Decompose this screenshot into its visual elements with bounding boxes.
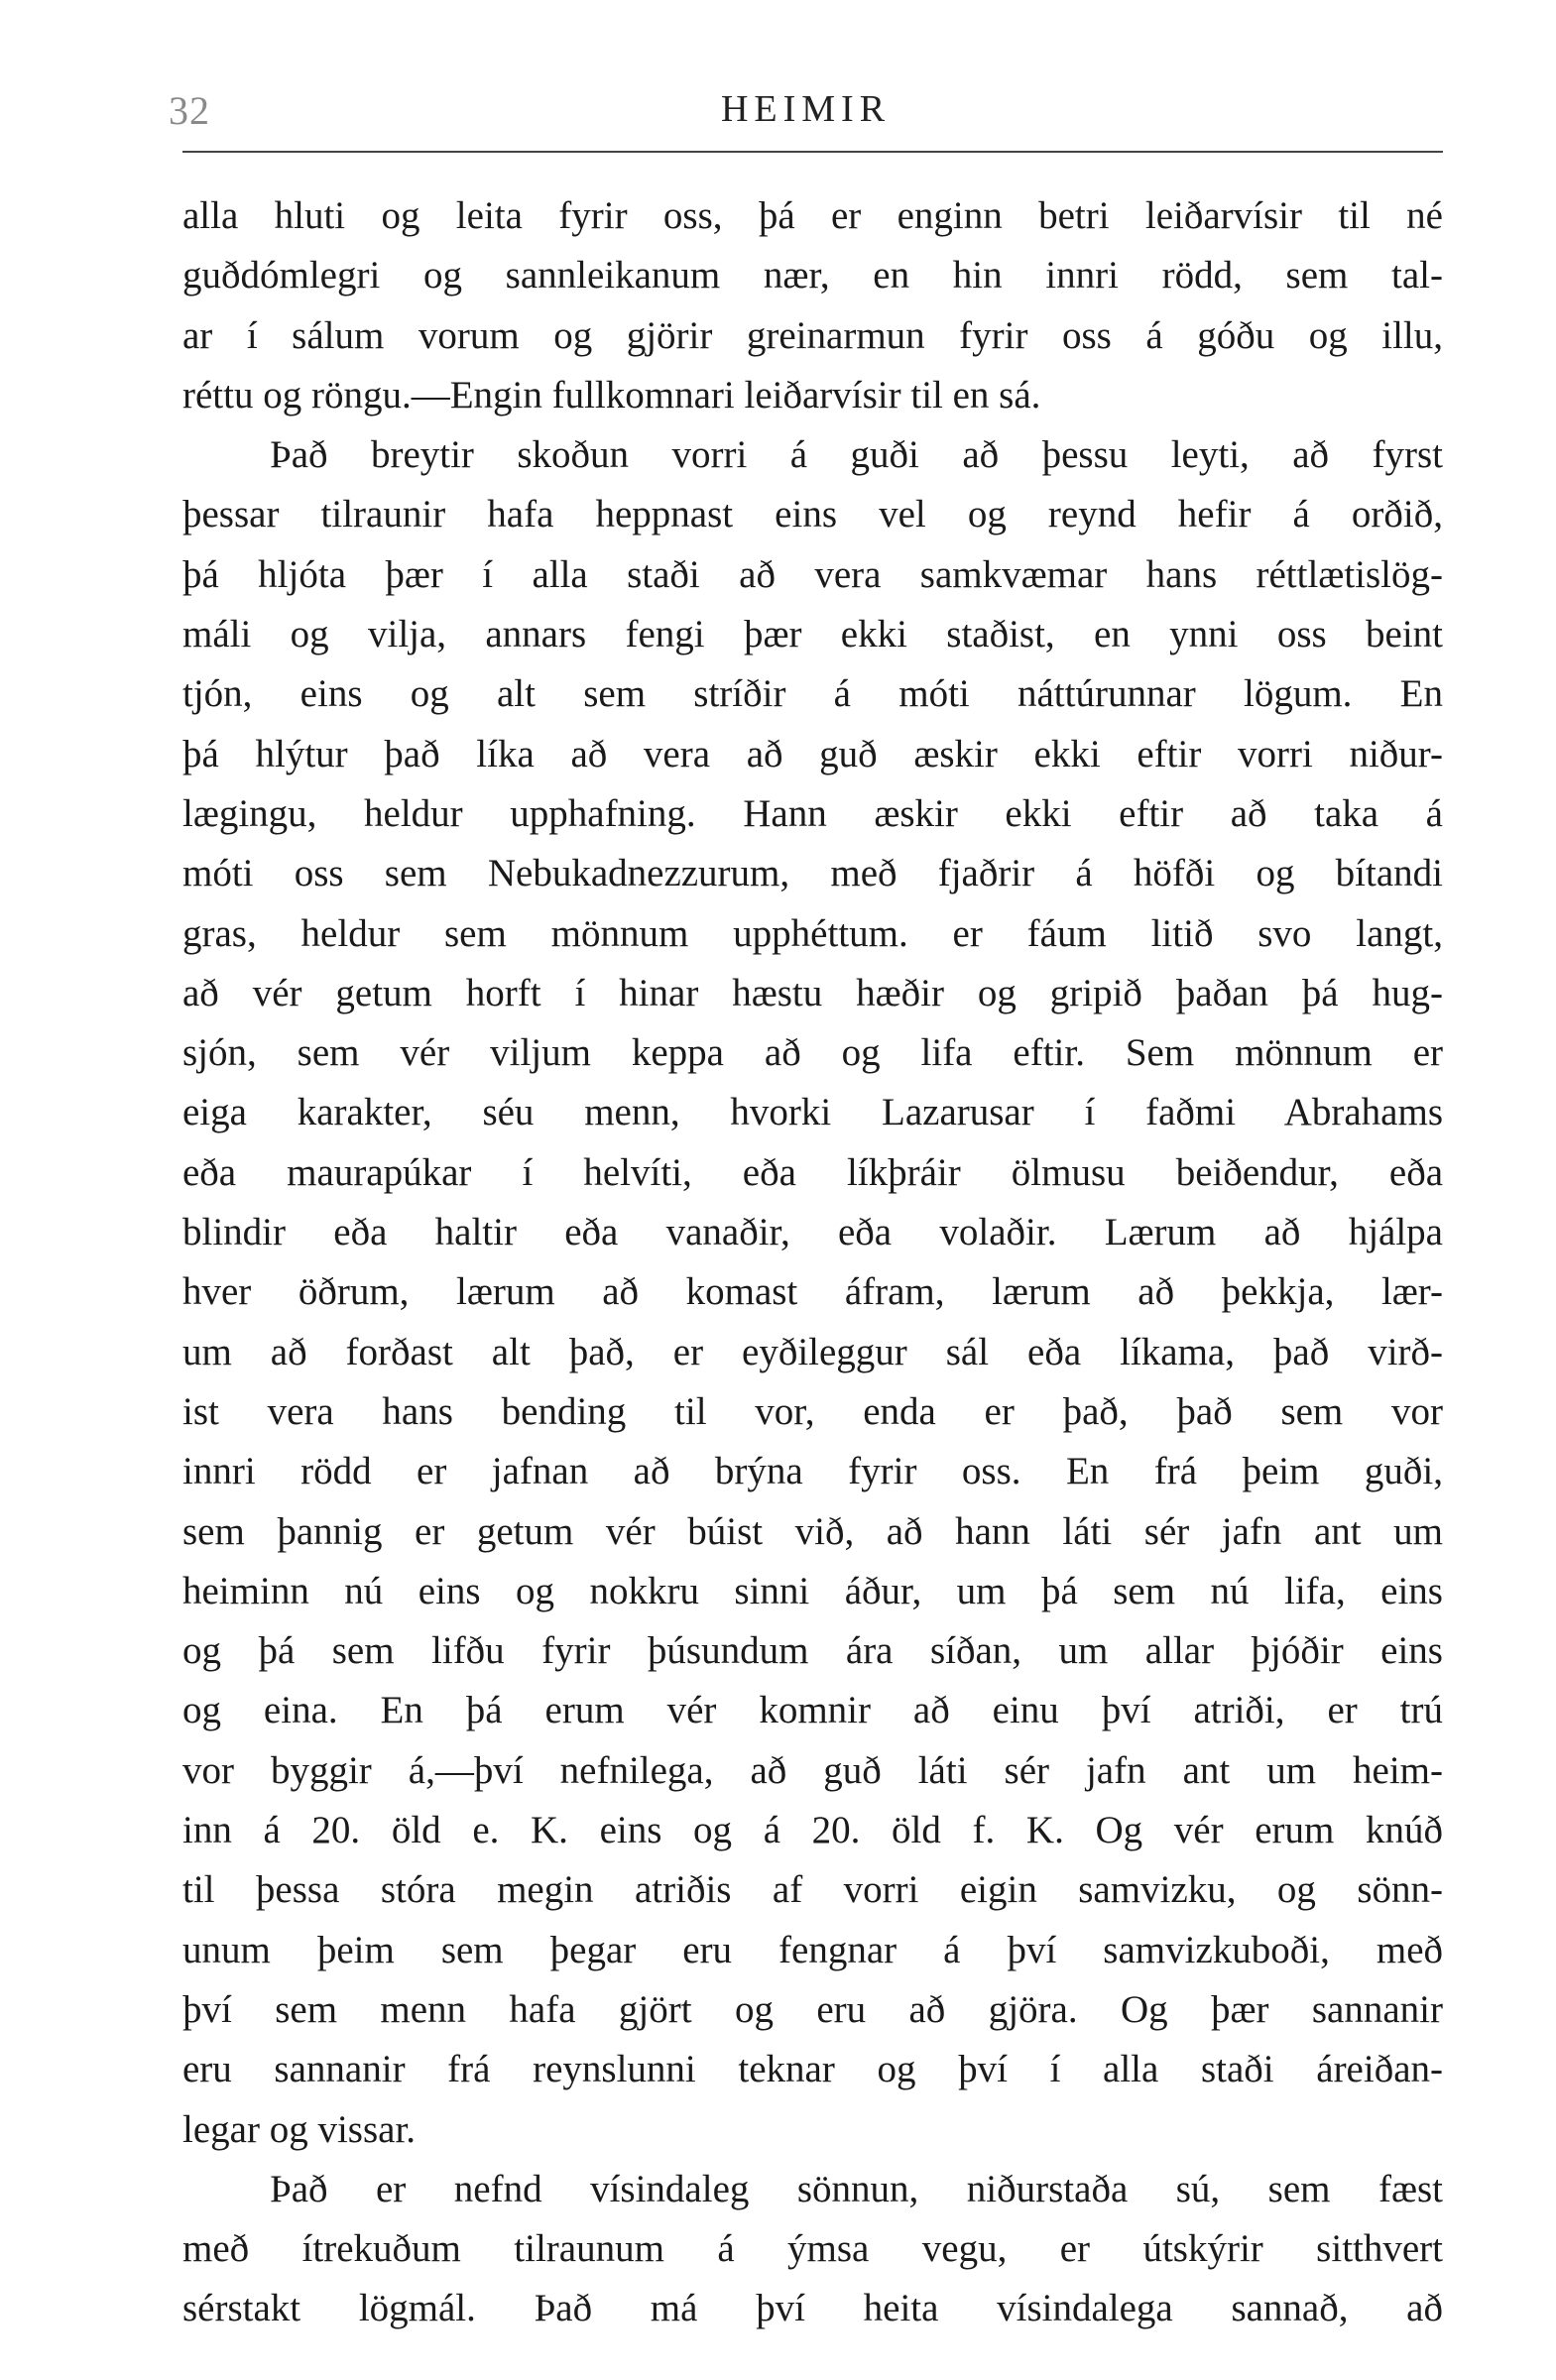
text-line: vor byggir á,—því nefnilega, að guð láti sér jafn ant um heim- [182,1748,1443,1792]
text-line: réttu og röngu.—Engin fullkomnari leiðarvísir til en sá. [182,373,1041,416]
text-line: og eina. En þá erum vér komnir að einu því atriði, er trú [182,1689,1443,1732]
text-line: sjón, sem vér viljum keppa að og lifa eftir. Sem mönnum er [182,1031,1443,1075]
text-line: gras, heldur sem mönnum upphéttum. er fáum litið svo langt, [182,911,1443,955]
text-line: heiminn nú eins og nokkru sinni áður, um þá sem nú lifa, eins [182,1569,1443,1612]
text-line: inn á 20. öld e. K. eins og á 20. öld f. K. Og vér erum knúð [182,1809,1443,1852]
text-line: Það breytir skoðun vorri á guði að þessu leyti, að fyrst [270,433,1443,477]
page-number: 32 [169,88,210,133]
running-title: HEIMIR [720,88,892,130]
text-line: eiga karakter, séu menn, hvorki Lazarusar í faðmi Abrahams [182,1091,1443,1134]
text-line: eða maurapúkar í helvíti, eða líkþráir ölmusu beiðendur, eða [182,1150,1443,1194]
page-header [169,87,1443,147]
text-line: legar og vissar. [182,2107,417,2151]
header-rule [182,151,1443,153]
text-line: sérstakt lögmál. Það má því heita vísindalega sannað, að [182,2287,1443,2330]
text-line: unum þeim sem þegar eru fengnar á því samvizkuboði, með [182,1928,1443,1971]
text-line: móti oss sem Nebukadnezzurum, með fjaðrir á höfði og bítandi [182,852,1443,895]
text-line: að vér getum horft í hinar hæstu hæðir og gripið þaðan þá hug- [182,971,1443,1014]
text-line: hver öðrum, lærum að komast áfram, lærum að þekkja, lær- [182,1270,1443,1314]
text-line: um að forðast alt það, er eyðileggur sál eða líkama, það virð- [182,1330,1443,1373]
text-line: þá hlýtur það líka að vera að guð æskir ekki eftir vorri niður- [182,732,1443,775]
text-line: eru sannanir frá reynslunni teknar og því í alla staði áreiðan- [182,2048,1443,2091]
text-line: Það er nefnd vísindaleg sönnun, niðurstaða sú, sem fæst [270,2167,1443,2210]
text-line: innri rödd er jafnan að brýna fyrir oss. En frá þeim guði, [182,1450,1443,1493]
text-line: til þessa stóra megin atriðis af vorri eigin samvizku, og sönn- [182,1868,1443,1912]
text-line: því sem menn hafa gjört og eru að gjöra. Og þær sannanir [182,1987,1443,2031]
text-line: guðdómlegri og sannleikanum nær, en hin innri rödd, sem tal- [182,254,1443,298]
text-line: ar í sálum vorum og gjörir greinarmun fyrir oss á góðu og illu, [182,313,1443,357]
text-line: blindir eða haltir eða vanaðir, eða volaðir. Lærum að hjálpa [182,1211,1443,1254]
text-line: lægingu, heldur upphafning. Hann æskir ekki eftir að taka á [182,791,1443,835]
text-line: sem þannig er getum vér búist við, að hann láti sér jafn ant um [182,1509,1443,1553]
text-line: og þá sem lifðu fyrir þúsundum ára síðan, um allar þjóðir eins [182,1629,1443,1673]
text-line: ist vera hans bending til vor, enda er það, það sem vor [182,1389,1443,1433]
text-line: alla hluti og leita fyrir oss, þá er enginn betri leiðarvísir til né [182,194,1443,237]
text-line: þá hljóta þær í alla staði að vera samkvæmar hans réttlætislög- [182,552,1443,596]
text-line: tjón, eins og alt sem stríðir á móti náttúrunnar lögum. En [182,672,1443,716]
text-line: þessar tilraunir hafa heppnast eins vel og reynd hefir á orðið, [182,493,1443,536]
body-text [182,186,1443,2339]
text-line: máli og vilja, annars fengi þær ekki staðist, en ynni oss beint [182,613,1443,656]
text-line: með ítrekuðum tilraunum á ýmsa vegu, er útskýrir sitthvert [182,2227,1443,2271]
